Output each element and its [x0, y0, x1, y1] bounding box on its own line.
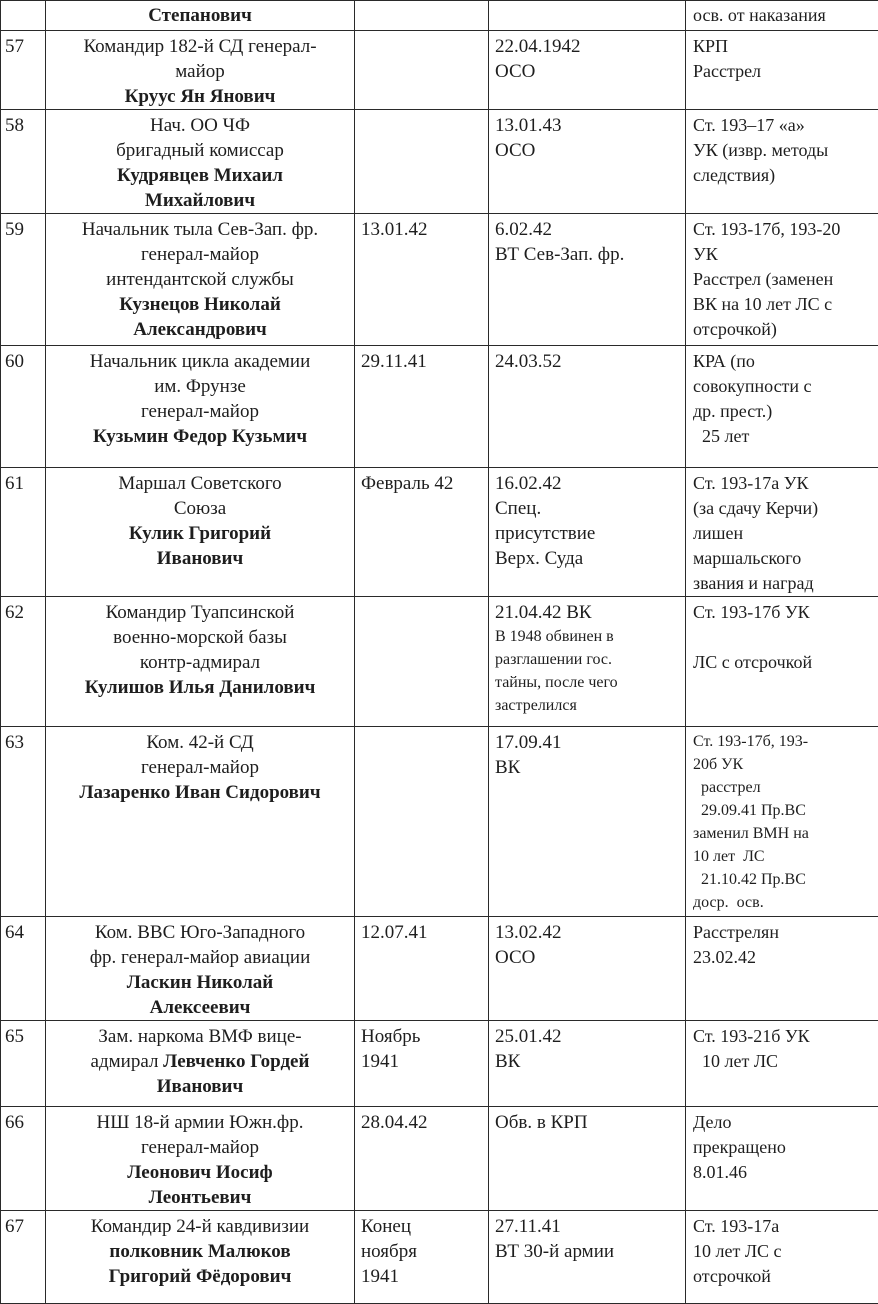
- person-position: Командир Туапсинской: [52, 600, 348, 625]
- table-row: [1, 1107, 878, 1211]
- person-name: Степанович: [148, 5, 252, 26]
- row-number: 61: [1, 468, 46, 597]
- sentence-text: 27.11.41: [495, 1214, 679, 1239]
- sentence-cell: [489, 727, 686, 917]
- person-cell: [46, 1107, 355, 1211]
- arrest-date-cell: [355, 214, 489, 346]
- sentence-text: ВТ Сев-Зап. фр.: [495, 242, 679, 267]
- result-cell: [686, 110, 878, 214]
- result-text: [693, 625, 872, 650]
- person-name: Левченко Гордей: [163, 1051, 309, 1072]
- person-cell: [46, 468, 355, 597]
- person-position: Зам. наркома ВМФ вице-: [52, 1024, 348, 1049]
- person-cell: [46, 1211, 355, 1304]
- result-text: отсрочкой): [693, 317, 872, 342]
- arrest-date-cell: [355, 31, 489, 110]
- sentence-cell: [489, 346, 686, 468]
- row-number: 66: [1, 1107, 46, 1211]
- sentence-text: ВТ 30-й армии: [495, 1239, 679, 1264]
- result-text: 10 лет ЛС: [693, 845, 872, 868]
- table-row: [1, 1211, 878, 1304]
- arrest-date: 29.11.41: [361, 349, 482, 374]
- person-name: Круус Ян Янович: [52, 84, 348, 109]
- row-number: 58: [1, 110, 46, 214]
- result-text: 23.02.42: [693, 945, 872, 970]
- arrest-date-cell: [355, 346, 489, 468]
- person-name: Леонович Иосиф: [52, 1160, 348, 1185]
- result-text: Ст. 193-17б УК: [693, 600, 872, 625]
- sentence-note: В 1948 обвинен в: [495, 625, 679, 648]
- sentence-text: 25.01.42: [495, 1024, 679, 1049]
- sentence-note: застрелился: [495, 694, 679, 717]
- person-name: Алексеевич: [52, 995, 348, 1020]
- person-cell: [46, 1, 355, 31]
- result-text: КРА (по: [693, 349, 872, 374]
- result-text: 25 лет: [693, 424, 872, 449]
- row-number: 59: [1, 214, 46, 346]
- sentence-text: 21.04.42 ВК: [495, 600, 679, 625]
- sentence-note: тайны, после чего: [495, 671, 679, 694]
- result-text: Ст. 193–17 «а»: [693, 113, 872, 138]
- person-name: Кулишов Илья Данилович: [52, 675, 348, 700]
- sentence-text: 24.03.52: [495, 349, 679, 374]
- result-text: 8.01.46: [693, 1160, 872, 1185]
- person-position: генерал-майор: [52, 1135, 348, 1160]
- result-text: (за сдачу Керчи): [693, 496, 872, 521]
- arrest-date-cell: [355, 468, 489, 597]
- result-text: Дело: [693, 1110, 872, 1135]
- sentence-text: 13.01.43: [495, 113, 679, 138]
- row-number: 63: [1, 727, 46, 917]
- result-text: следствия): [693, 163, 872, 188]
- person-position: адмирал: [91, 1051, 164, 1072]
- result-text: 10 лет ЛС с: [693, 1239, 872, 1264]
- result-cell: [686, 1107, 878, 1211]
- result-text: Ст. 193-21б УК: [693, 1024, 872, 1049]
- result-text: заменил ВМН на: [693, 822, 872, 845]
- result-cell: [686, 1, 878, 31]
- sentence-cell: [489, 1, 686, 31]
- result-text: осв. от наказания: [693, 3, 872, 28]
- person-name: Кулик Григорий: [52, 521, 348, 546]
- arrest-date-cell: [355, 1021, 489, 1107]
- sentence-text: ВК: [495, 755, 679, 780]
- result-text: прекращено: [693, 1135, 872, 1160]
- person-position: Начальник тыла Сев-Зап. фр.: [52, 217, 348, 242]
- sentence-text: 6.02.42: [495, 217, 679, 242]
- person-position: интендантской службы: [52, 267, 348, 292]
- sentence-text: 17.09.41: [495, 730, 679, 755]
- person-position: Командир 182-й СД генерал-: [52, 34, 348, 59]
- table-row: [1, 346, 878, 468]
- arrest-date: ноября: [361, 1239, 482, 1264]
- sentence-text: 13.02.42: [495, 920, 679, 945]
- result-text: доср. осв.: [693, 891, 872, 914]
- result-text: Ст. 193-17а УК: [693, 471, 872, 496]
- result-text: 21.10.42 Пр.ВС: [693, 868, 872, 891]
- result-cell: [686, 214, 878, 346]
- person-position: Командир 24-й кавдивизии: [52, 1214, 348, 1239]
- arrest-date: 28.04.42: [361, 1110, 482, 1135]
- result-text: маршальского: [693, 546, 872, 571]
- sentence-text: ОСО: [495, 59, 679, 84]
- person-position: Ком. 42-й СД: [52, 730, 348, 755]
- row-number: 62: [1, 597, 46, 727]
- table-row: [1, 110, 878, 214]
- sentence-text: присутствие: [495, 521, 679, 546]
- table-row: [1, 917, 878, 1021]
- person-position: им. Фрунзе: [52, 374, 348, 399]
- sentence-cell: [489, 31, 686, 110]
- row-number: 65: [1, 1021, 46, 1107]
- sentence-text: ВК: [495, 1049, 679, 1074]
- person-cell: [46, 917, 355, 1021]
- sentence-text: Верх. Суда: [495, 546, 679, 571]
- sentence-note: разглашении гос.: [495, 648, 679, 671]
- result-text: Ст. 193-17б, 193-20: [693, 217, 872, 242]
- table-row: [1, 597, 878, 727]
- person-cell: [46, 727, 355, 917]
- result-cell: [686, 468, 878, 597]
- sentence-cell: [489, 468, 686, 597]
- sentence-text: ОСО: [495, 138, 679, 163]
- row-number: [1, 1, 46, 31]
- row-number: 60: [1, 346, 46, 468]
- arrest-date: 12.07.41: [361, 920, 482, 945]
- result-text: Расстрелян: [693, 920, 872, 945]
- table-row: [1, 727, 878, 917]
- arrest-date: 1941: [361, 1264, 482, 1289]
- result-text: УК: [693, 242, 872, 267]
- person-position: Ком. ВВС Юго-Западного: [52, 920, 348, 945]
- person-position: Начальник цикла академии: [52, 349, 348, 374]
- arrest-date-cell: [355, 1211, 489, 1304]
- person-cell: [46, 597, 355, 727]
- person-position: Маршал Советского: [52, 471, 348, 496]
- result-text: звания и наград: [693, 571, 872, 596]
- person-cell: [46, 346, 355, 468]
- arrest-date-cell: [355, 597, 489, 727]
- result-cell: [686, 346, 878, 468]
- result-text: 10 лет ЛС: [693, 1049, 872, 1074]
- person-name: Кузнецов Николай: [52, 292, 348, 317]
- result-cell: [686, 1021, 878, 1107]
- result-text: ЛС с отсрочкой: [693, 650, 872, 675]
- result-cell: [686, 727, 878, 917]
- sentence-cell: [489, 597, 686, 727]
- person-position: майор: [52, 59, 348, 84]
- table-row: [1, 31, 878, 110]
- person-cell: [46, 31, 355, 110]
- result-text: УК (извр. методы: [693, 138, 872, 163]
- result-text: расстрел: [693, 776, 872, 799]
- person-name: Михайлович: [52, 188, 348, 213]
- table-row: [1, 1021, 878, 1107]
- result-cell: [686, 917, 878, 1021]
- person-name: Иванович: [52, 546, 348, 571]
- person-name: Лазаренко Иван Сидорович: [52, 780, 348, 805]
- sentence-cell: [489, 1211, 686, 1304]
- sentence-cell: [489, 1021, 686, 1107]
- sentence-cell: [489, 1107, 686, 1211]
- person-name: Ласкин Николай: [52, 970, 348, 995]
- person-cell: [46, 1021, 355, 1107]
- result-text: 20б УК: [693, 753, 872, 776]
- person-position: контр-адмирал: [52, 650, 348, 675]
- person-name: Александрович: [52, 317, 348, 342]
- result-cell: [686, 1211, 878, 1304]
- result-cell: [686, 31, 878, 110]
- arrest-date: Конец: [361, 1214, 482, 1239]
- person-cell: [46, 110, 355, 214]
- sentence-cell: [489, 214, 686, 346]
- person-position-line: [52, 1049, 348, 1074]
- person-name: полковник Малюков: [52, 1239, 348, 1264]
- person-position: генерал-майор: [52, 242, 348, 267]
- result-text: совокупности с: [693, 374, 872, 399]
- result-text: 29.09.41 Пр.ВС: [693, 799, 872, 822]
- row-number: 67: [1, 1211, 46, 1304]
- arrest-date-cell: [355, 917, 489, 1021]
- person-position: фр. генерал-майор авиации: [52, 945, 348, 970]
- arrest-date: Февраль 42: [361, 471, 482, 496]
- person-position: Нач. ОО ЧФ: [52, 113, 348, 138]
- result-text: КРП: [693, 34, 872, 59]
- result-text: Ст. 193-17б, 193-: [693, 730, 872, 753]
- result-text: Расстрел (заменен: [693, 267, 872, 292]
- sentence-text: Спец.: [495, 496, 679, 521]
- person-name: Леонтьевич: [52, 1185, 348, 1210]
- arrest-date-cell: [355, 1, 489, 31]
- arrest-date: 13.01.42: [361, 217, 482, 242]
- arrest-date: 1941: [361, 1049, 482, 1074]
- result-cell: [686, 597, 878, 727]
- arrest-date-cell: [355, 1107, 489, 1211]
- sentence-text: 16.02.42: [495, 471, 679, 496]
- person-position: военно-морской базы: [52, 625, 348, 650]
- result-text: Расстрел: [693, 59, 872, 84]
- sentence-text: ОСО: [495, 945, 679, 970]
- arrest-date-cell: [355, 727, 489, 917]
- person-position: генерал-майор: [52, 399, 348, 424]
- row-number: 57: [1, 31, 46, 110]
- result-text: лишен: [693, 521, 872, 546]
- row-number: 64: [1, 917, 46, 1021]
- person-name: Григорий Фёдорович: [52, 1264, 348, 1289]
- person-name: Кудрявцев Михаил: [52, 163, 348, 188]
- sentence-text: Обв. в КРП: [495, 1110, 679, 1135]
- sentence-cell: [489, 917, 686, 1021]
- person-name: Кузьмин Федор Кузьмич: [52, 424, 348, 449]
- table-row: [1, 1, 878, 31]
- sentence-text: 22.04.1942: [495, 34, 679, 59]
- person-position: генерал-майор: [52, 755, 348, 780]
- person-position: Союза: [52, 496, 348, 521]
- person-position: бригадный комиссар: [52, 138, 348, 163]
- result-text: Ст. 193-17а: [693, 1214, 872, 1239]
- sentence-cell: [489, 110, 686, 214]
- person-cell: [46, 214, 355, 346]
- person-name: Иванович: [52, 1074, 348, 1099]
- result-text: ВК на 10 лет ЛС с: [693, 292, 872, 317]
- result-text: др. прест.): [693, 399, 872, 424]
- arrest-date-cell: [355, 110, 489, 214]
- arrest-date: Ноябрь: [361, 1024, 482, 1049]
- table-row: [1, 468, 878, 597]
- table-row: [1, 214, 878, 346]
- person-position: НШ 18-й армии Южн.фр.: [52, 1110, 348, 1135]
- result-text: отсрочкой: [693, 1264, 872, 1289]
